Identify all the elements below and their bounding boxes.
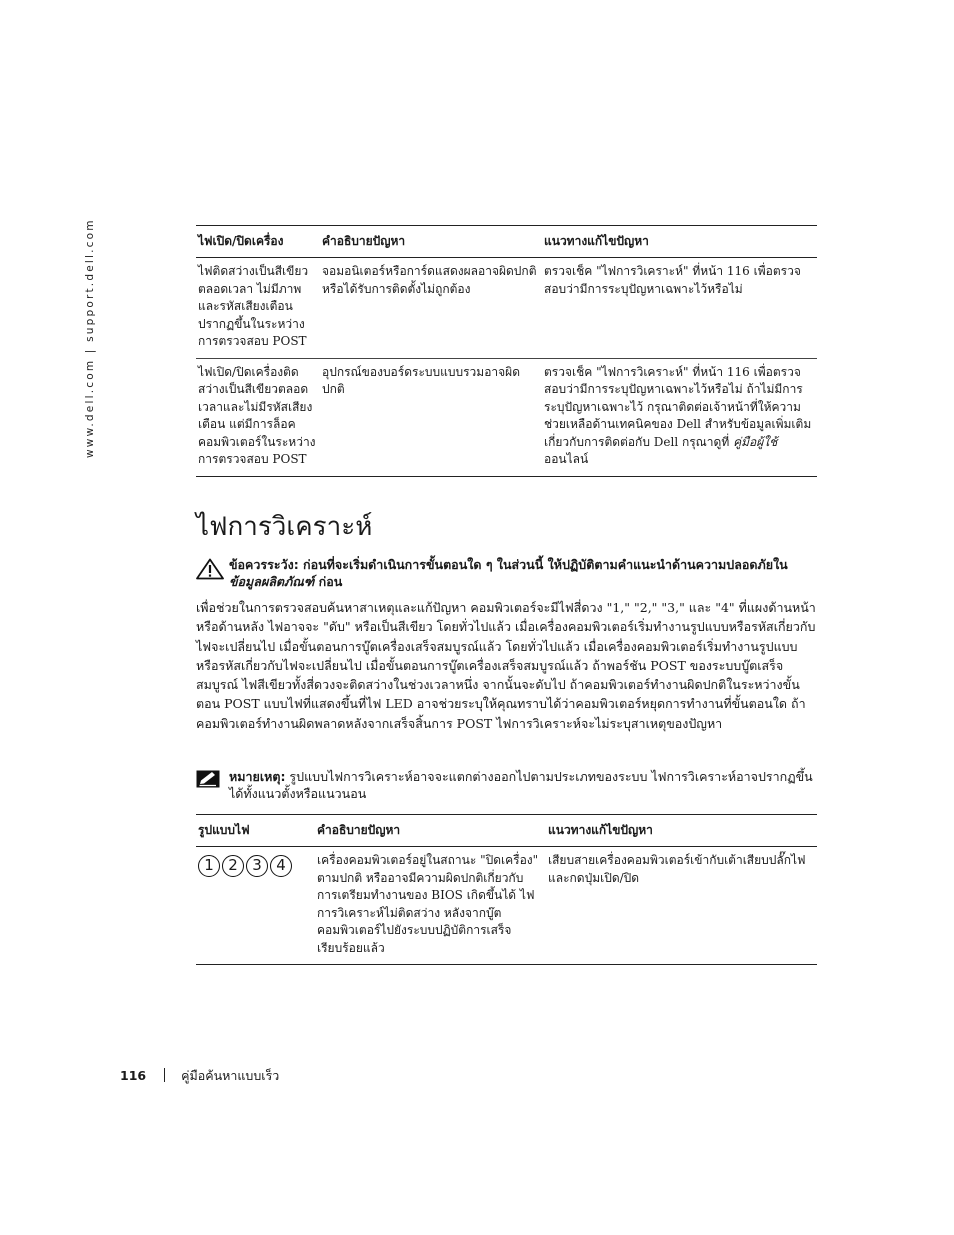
caution-notice — [196, 556, 817, 590]
column-header: ไฟเปิด/ปิดเครื่อง — [196, 226, 320, 258]
body-paragraph: เพื่อช่วยในการตรวจสอบค้นหาสาเหตุและแก้ปัญหา คอมพิวเตอร์จะมีไฟสี่ดวง "1," "2," "3," และ "4" ที่แผงด้านหน้าหรือด้านหลัง ไฟอาจจะ "ดับ" หรือเป็นสีเขียว โดยทั่วไปแล้ว เมื่อเครื่องคอมพิวเตอร์เริ่มทำงานรูปแบบหรือรหัสเกี่ยวกับไฟจะเปลี่ยนไป เมื่อขั้นตอนการบู๊ตเครื่องเสร็จสมบูรณ์แล้ว โดยทั่วไปแล้ว เมื่อเครื่องคอมพิวเตอร์เริ่มทำงานรูปแบบหรือรหัสเกี่ยวกับไฟจะเปลี่ยนไป เมื่อขั้นตอนการบู๊ตเครื่องเสร็จสมบูรณ์แล้ว ถ้าพอร์ชัน POST ของระบบบู๊ตเสร็จสมบูรณ์ ไฟสีเขียวทั้งสี่ดวงจะติดสว่างในช่วงเวลาหนึ่ง จากนั้นจะดับไป ถ้าคอมพิวเตอร์ทำงานผิดปกติในระหว่างขั้นตอน POST แบบไฟที่แสดงขึ้นที่ไฟ LED อาจช่วยระบุให้คุณทราบได้ว่าคอมพิวเตอร์หยุดการทำงานที่ขั้นตอนใด ถ้าคอมพิวเตอร์ทำงานผิดพลาดหลังจากเสร็จสิ้นการ POST ไฟการวิเคราะห์จะไม่ระบุสาเหตุของปัญหา — [196, 600, 816, 731]
table-cell: ไฟเปิด/ปิดเครื่องติดสว่างเป็นสีเขียวตลอดเวลาและไม่มีรหัสเสียงเตือน แต่มีการล็อคคอมพิวเตอร์ในระหว่างการตรวจสอบ POST — [196, 358, 320, 476]
light-pattern — [198, 852, 312, 877]
table-cell: ตรวจเช็ค "ไฟการวิเคราะห์" ที่หน้า 116 เพื่อตรวจสอบว่ามีการระบุปัญหาเฉพาะไว้หรือไม่ — [542, 258, 817, 359]
caution-text-end: ก่อน — [314, 574, 343, 589]
column-header: รูปแบบไฟ — [196, 815, 315, 847]
table-row — [196, 847, 817, 965]
note-notice — [196, 768, 817, 802]
power-light-table — [196, 225, 817, 477]
caution-label: ข้อควรระวัง: — [229, 557, 299, 572]
column-header: คำอธิบายปัญหา — [315, 815, 546, 847]
light-4-off-icon: 4 — [270, 855, 292, 877]
table-header-row — [196, 815, 817, 847]
table-cell — [542, 358, 817, 476]
cell-text: ออนไลน์ — [544, 452, 589, 466]
footer-title: คู่มือค้นหาแบบเร็ว — [181, 1068, 280, 1083]
note-label: หมายเหตุ: — [229, 769, 286, 784]
column-header: แนวทางแก้ไขปัญหา — [542, 226, 817, 258]
table-row — [196, 358, 817, 476]
note-text: รูปแบบไฟการวิเคราะห์อาจจะแตกต่างออกไปตามประเภทของระบบ ไฟการวิเคราะห์อาจปรากฏขึ้นได้ทั้งแนวตั้งหรือแนวนอน — [229, 769, 813, 801]
product-info-link-text[interactable]: ข้อมูลผลิตภัณฑ์ — [229, 574, 315, 589]
table-cell: อุปกรณ์ของบอร์ดระบบแบบรวมอาจผิดปกติ — [320, 358, 542, 476]
light-3-off-icon: 3 — [246, 855, 268, 877]
light-1-off-icon: 1 — [198, 855, 220, 877]
footer-divider — [164, 1068, 165, 1082]
page-number: 116 — [120, 1068, 147, 1083]
table-cell: เครื่องคอมพิวเตอร์อยู่ในสถานะ "ปิดเครื่อง" ตามปกติ หรืออาจมีความผิดปกติเกี่ยวกับการเตรียมทำงานของ BIOS เกิดขึ้นได้ ไฟการวิเคราะห์ไม่ติดสว่าง หลังจากบู๊ตคอมพิวเตอร์ไปยังระบบปฏิบัติการเสร็จเรียบร้อยแล้ว — [315, 847, 546, 965]
section-heading: ไฟการวิเคราะห์ — [196, 512, 373, 542]
diagnostic-light-table — [196, 814, 817, 965]
cell-text: ตรวจเช็ค "ไฟการวิเคราะห์" ที่หน้า 116 เพื่อตรวจสอบว่ามีการระบุปัญหาเฉพาะไว้หรือไม่ ถ้าไม่มีการระบุปัญหาเฉพาะไว้ กรุณาติดต่อเจ้าหน้าที่ให้ความช่วยเหลือด้านเทคนิคของ Dell สำหรับข้อมูลเพิ่มเติมเกี่ยวกับการติดต่อกับ Dell กรุณาดูที่ — [544, 364, 812, 449]
caution-text: ก่อนที่จะเริ่มดำเนินการขั้นตอนใด ๆ ในส่วนนี้ ให้ปฏิบัติตามคำแนะนำด้านความปลอดภัยใน — [298, 557, 788, 572]
note-pencil-icon — [196, 770, 224, 792]
manual-link-text[interactable]: คู่มือผู้ใช้ — [733, 434, 778, 449]
column-header: คำอธิบายปัญหา — [320, 226, 542, 258]
column-header: แนวทางแก้ไขปัญหา — [546, 815, 817, 847]
warning-triangle-icon — [196, 558, 224, 580]
page-footer — [120, 1066, 279, 1086]
table-cell: ไฟติดสว่างเป็นสีเขียวตลอดเวลา ไม่มีภาพและรหัสเสียงเตือนปรากฏขึ้นในระหว่างการตรวจสอบ POST — [196, 258, 320, 359]
table-cell — [196, 847, 315, 965]
light-2-off-icon: 2 — [222, 855, 244, 877]
table-header-row — [196, 226, 817, 258]
table-cell: เสียบสายเครื่องคอมพิวเตอร์เข้ากับเต้าเสียบปลั๊กไฟ และกดปุ่มเปิด/ปิด — [546, 847, 817, 965]
table-cell: จอมอนิเตอร์หรือการ์ดแสดงผลอาจผิดปกติหรือได้รับการติดตั้งไม่ถูกต้อง — [320, 258, 542, 359]
side-url: www.dell.com | support.dell.com — [84, 218, 96, 458]
table-row — [196, 258, 817, 359]
